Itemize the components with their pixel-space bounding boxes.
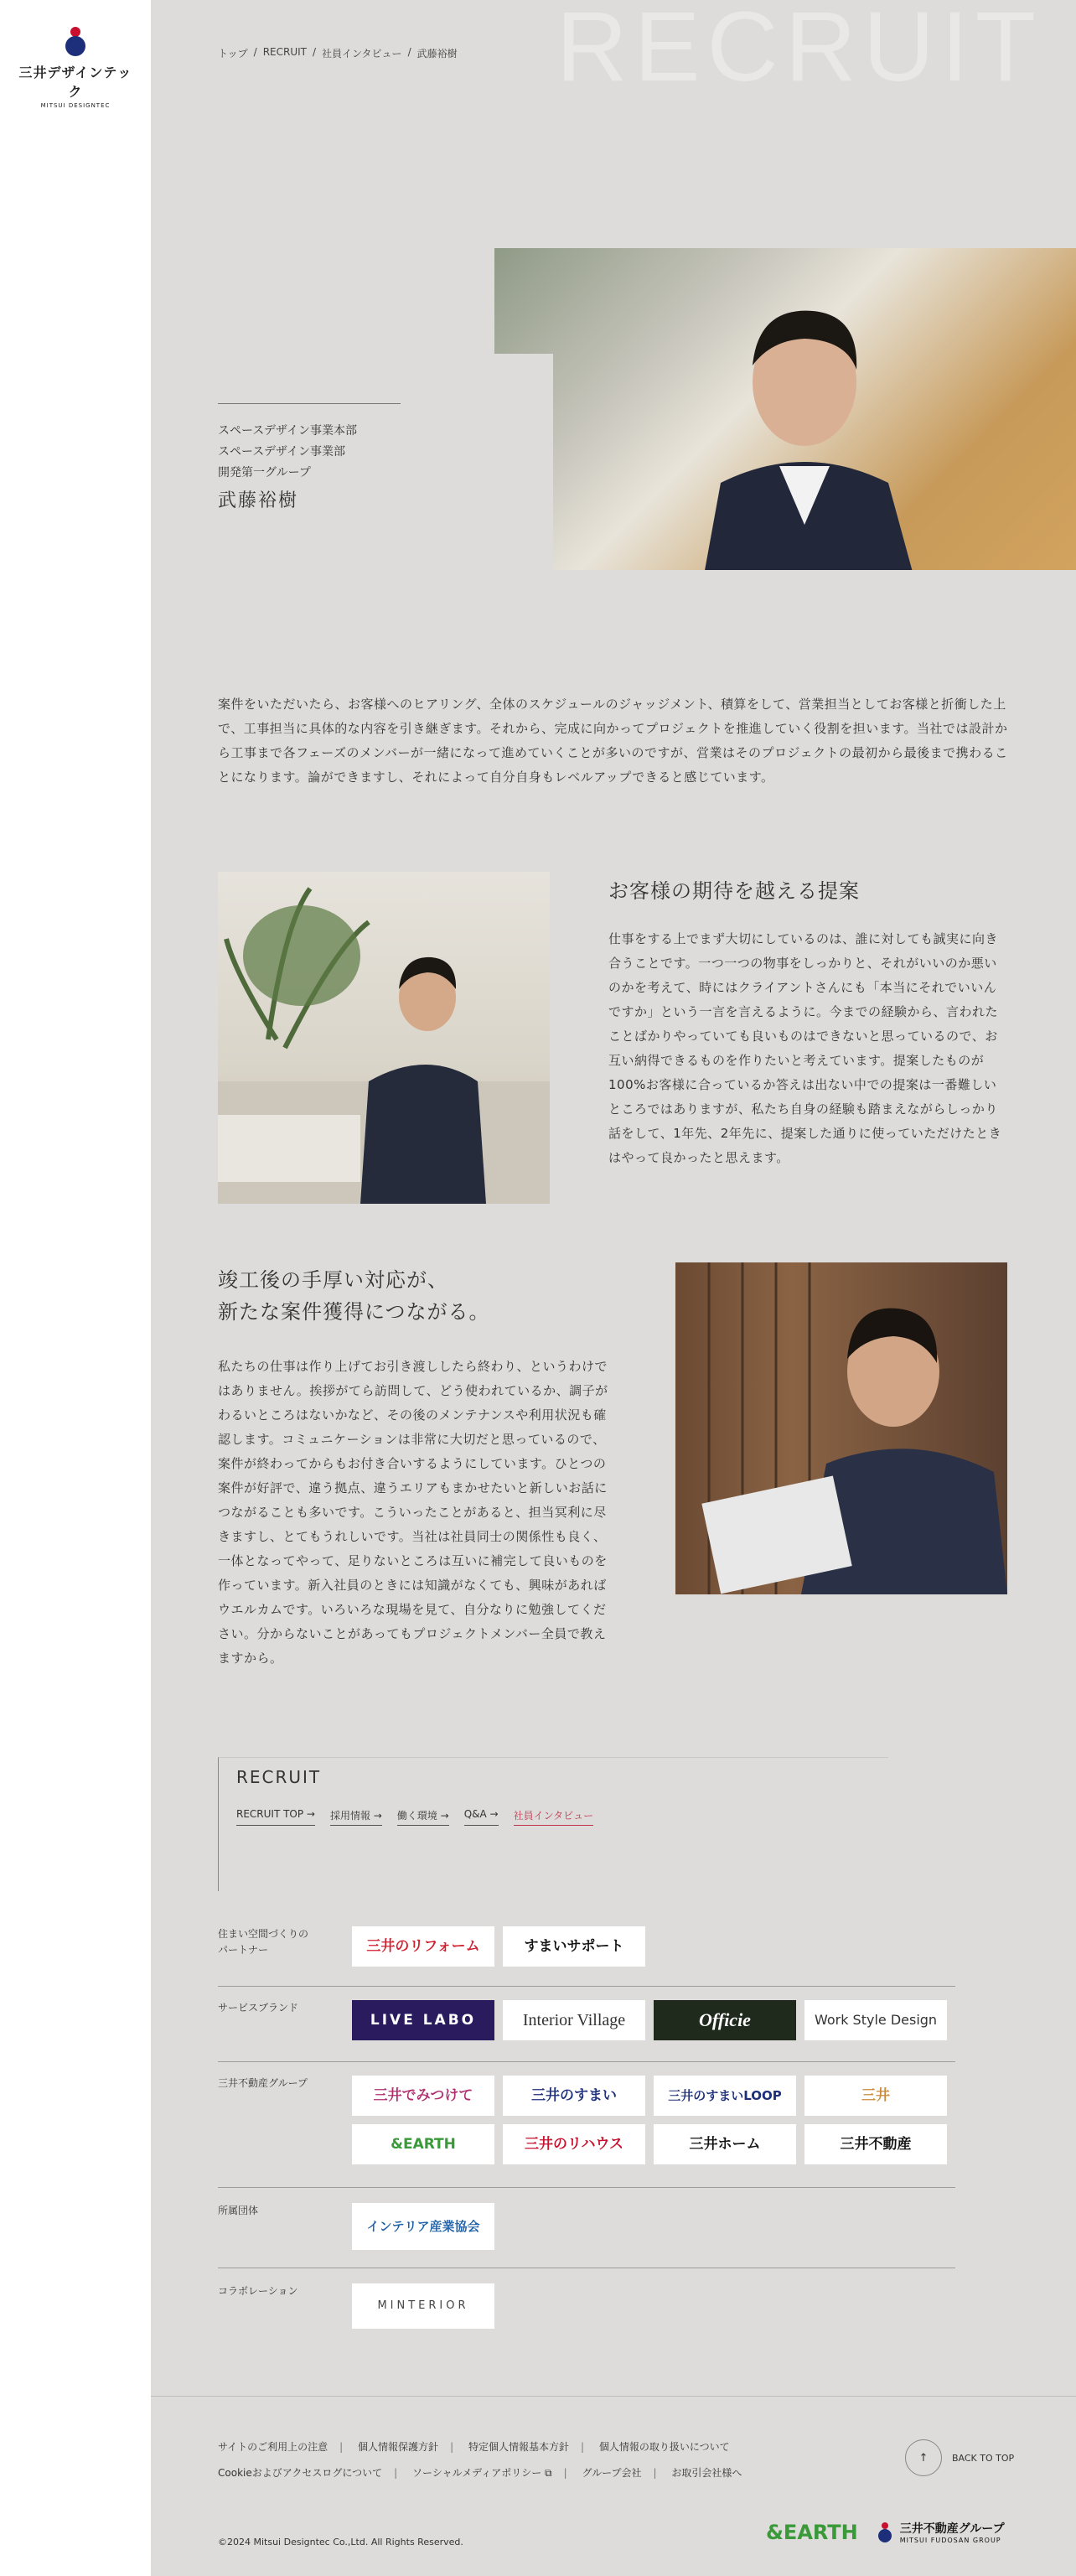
profile-name: 武藤裕樹 bbox=[218, 490, 299, 511]
brand-logos-service bbox=[352, 2000, 955, 2040]
profile-dept1: スペースデザイン事業本部 bbox=[218, 424, 358, 438]
brand-row-collaboration bbox=[218, 2283, 955, 2334]
recruit-nav-box bbox=[218, 1757, 888, 1891]
profile bbox=[218, 421, 357, 511]
recruit-nav bbox=[236, 1808, 593, 1826]
footer-link-partners[interactable]: お取引会社様へ bbox=[671, 2467, 742, 2479]
logo-mark-icon bbox=[59, 23, 92, 60]
recruit-nav-environment[interactable]: 働く環境 → bbox=[397, 1808, 449, 1826]
section2-title-line1: 竣工後の手厚い対応が、 bbox=[218, 1268, 448, 1292]
brand-label-service: サービスブランド bbox=[218, 2002, 299, 2014]
footer-link-privacy[interactable]: 個人情報保護方針 bbox=[358, 2441, 439, 2453]
profile-dept3: 開発第一グループ bbox=[218, 466, 311, 479]
footer-logo-and-earth[interactable]: &EARTH bbox=[766, 2520, 858, 2544]
brand-logo-work-style-design[interactable]: Work Style Design bbox=[804, 2000, 947, 2040]
copyright: ©2024 Mitsui Designtec Co.,Ltd. All Rights Reserved. bbox=[218, 2537, 463, 2547]
footer-logo-mitsui-group[interactable] bbox=[875, 2520, 1005, 2544]
footer-link-social[interactable]: ソーシャルメディアポリシー ⧉ bbox=[412, 2467, 552, 2479]
brand-logos-collaboration bbox=[352, 2283, 955, 2329]
breadcrumb-interview[interactable]: 社員インタビュー bbox=[322, 48, 402, 60]
recruit-nav-top[interactable]: RECRUIT TOP → bbox=[236, 1808, 315, 1826]
brand-logo-rehouse[interactable]: 三井のリハウス bbox=[503, 2124, 645, 2164]
breadcrumb-recruit[interactable]: RECRUIT bbox=[262, 46, 307, 58]
footer-link-personal-info[interactable]: 個人情報の取り扱いについて bbox=[598, 2441, 730, 2453]
recruit-nav-interview[interactable]: 社員インタビュー bbox=[514, 1808, 594, 1826]
brand-label-collaboration: コラボレーション bbox=[218, 2285, 298, 2297]
profile-divider bbox=[218, 403, 401, 404]
background-heading: RECRUIT bbox=[556, 0, 1042, 102]
recruit-nav-info[interactable]: 採用情報 → bbox=[330, 1808, 382, 1826]
hero-person-figure bbox=[679, 273, 930, 570]
section2-title bbox=[218, 1264, 490, 1328]
back-to-top-label: BACK TO TOP bbox=[952, 2452, 1015, 2464]
footer-link-group[interactable]: グループ会社 bbox=[582, 2467, 642, 2479]
brand-logo-mitsui[interactable]: 三井 bbox=[804, 2076, 947, 2116]
back-to-top-button[interactable] bbox=[905, 2439, 1014, 2476]
brand-row-partner bbox=[218, 1926, 955, 1987]
footer-links-row1: サイトのご利用上の注意 | 個人情報保護方針 | 特定個人情報基本方針 | 個人情報の取り扱いについて bbox=[218, 2441, 730, 2453]
brand-logo-mitsui-home[interactable]: 三井ホーム bbox=[654, 2124, 796, 2164]
brand-logo-minterior[interactable]: MINTERIOR bbox=[352, 2283, 494, 2329]
site-logo[interactable] bbox=[18, 23, 132, 109]
footer-links bbox=[218, 2434, 804, 2486]
brand-logo-live-labo[interactable]: LIVE LABO bbox=[352, 2000, 494, 2040]
brand-label-association: 所属団体 bbox=[218, 2205, 259, 2216]
brand-row-association bbox=[218, 2203, 955, 2268]
logo-subtext: MITSUI DESIGNTEC bbox=[40, 102, 111, 109]
section1-text: 仕事をする上でまず大切にしているのは、誰に対しても誠実に向き合うことです。一つ一つの物事をしっかりと、それがいいのか悪いのかを考えて、時にはクライアントさんにも「本当にそれでいいんですか」という一言を言えるように。今までの経験から、言われたことばかりやっていても良いものはできないと思っているので、お互い納得できるものを作りたいと考えています。提案したものが100%お客様に合っているか答えは出ない中での提案は一番難しいところではありますが、私たち自身の経験も踏まえながらしっかり話をして、1年先、2年先に、提案した通りに使っていただけたときはやって良かったと思えます。 bbox=[608, 931, 1002, 1165]
brand-label-partner: 住まい空間づくりの パートナー bbox=[218, 1928, 309, 1956]
arrow-up-icon: ↑ bbox=[905, 2439, 942, 2476]
brand-logo-sumai-loop[interactable]: 三井のすまいLOOP bbox=[654, 2076, 796, 2116]
interview-photo-2 bbox=[675, 1262, 1007, 1594]
footer-logo-mitsui-group-sub: MITSUI FUDOSAN GROUP bbox=[899, 2537, 1001, 2544]
brand-logo-officie[interactable]: Officie bbox=[654, 2000, 796, 2040]
recruit-nav-qa[interactable]: Q&A → bbox=[464, 1808, 499, 1826]
section2-text: 私たちの仕事は作り上げてお引き渡ししたら終わり、というわけではありません。挨拶がてら訪問して、どう使われているか、調子がわるいところはないかなど、その後のメンテナンスや利用状況も確認します。コミュニケーションは非常に大切だと思っているので、案件が終わってからもお付き合いするようにしています。ひとつの案件が好評で、違う拠点、違うエリアもまかせたいと新しいお話につながることも多いです。こういったことがあると、担当冥利に尽きますし、とてもうれしいです。当社は社員同士の関係性も良く、一体となってやって、足りないところは互いに補完して良いものを作っています。新入社員のときには知識がなくても、興味があればウエルカムです。いろいろな現場を見て、自分なりに勉強してください。分からないことがあってもプロジェクトメンバー全員で教えますから。 bbox=[218, 1359, 608, 1666]
brand-logo-mitsui-de-mitsukete[interactable]: 三井でみつけて bbox=[352, 2076, 494, 2116]
footer-divider bbox=[151, 2396, 1076, 2397]
breadcrumb: トップ / RECRUIT / 社員インタビュー / 武藤裕樹 bbox=[218, 46, 458, 60]
brand-row-service bbox=[218, 2000, 955, 2062]
brand-label-group: 三井不動産グループ bbox=[218, 2077, 308, 2089]
brand-logo-reform[interactable]: 三井のリフォーム bbox=[352, 1926, 494, 1967]
logo-text: 三井デザインテック bbox=[18, 65, 132, 100]
interview-photo-1 bbox=[218, 872, 550, 1204]
brand-logo-interior-village[interactable]: Interior Village bbox=[503, 2000, 645, 2040]
hero-photo bbox=[494, 248, 1076, 570]
brand-logo-sumai-support[interactable]: すまいサポート bbox=[503, 1926, 645, 1967]
footer-link-cookie[interactable]: Cookieおよびアクセスログについて bbox=[218, 2467, 383, 2479]
profile-dept2: スペースデザイン事業部 bbox=[218, 445, 346, 459]
brand-logo-interior-association[interactable]: インテリア産業協会 bbox=[352, 2203, 494, 2250]
recruit-title: RECRUIT bbox=[236, 1767, 322, 1787]
footer-logos bbox=[766, 2520, 1005, 2544]
main-content bbox=[151, 0, 1076, 2576]
brand-logos-group bbox=[352, 2076, 955, 2164]
brand-logos-association bbox=[352, 2203, 955, 2250]
footer-link-specific-privacy[interactable]: 特定個人情報基本方針 bbox=[468, 2441, 569, 2453]
brand-logo-mitsui-fudosan[interactable]: 三井不動産 bbox=[804, 2124, 947, 2164]
brand-logo-and-earth[interactable]: &EARTH bbox=[352, 2124, 494, 2164]
brand-logos-partner bbox=[352, 1926, 955, 1967]
section2-title-line2: 新たな案件獲得につながる。 bbox=[218, 1300, 490, 1324]
hero-notch bbox=[494, 354, 553, 570]
footer-links-row2: Cookieおよびアクセスログについて | ソーシャルメディアポリシー ⧉ | グループ会社 | お取引会社様へ bbox=[218, 2467, 742, 2479]
mitsui-group-mark-icon bbox=[875, 2521, 895, 2544]
footer-logo-mitsui-group-text: 三井不動産グループ bbox=[899, 2522, 1005, 2536]
brand-logo-mitsui-no-sumai[interactable]: 三井のすまい bbox=[503, 2076, 645, 2116]
footer-link-terms[interactable]: サイトのご利用上の注意 bbox=[218, 2441, 328, 2453]
breadcrumb-current: 武藤裕樹 bbox=[416, 48, 458, 60]
sidebar bbox=[0, 0, 151, 2576]
breadcrumb-top[interactable]: トップ bbox=[218, 48, 248, 60]
section1-title: お客様の期待を越える提案 bbox=[608, 879, 860, 903]
brand-row-group bbox=[218, 2076, 955, 2188]
intro-text: 案件をいただいたら、お客様へのヒアリング、全体のスケジュールのジャッジメント、積算をして、営業担当としてお客様と折衝した上で、工事担当に具体的な内容を引き継ぎます。それから、完成に向かってプロジェクトを推進していく役割を担います。当社では設計から工事まで各フェーズのメンバーが一緒になって進めていくことが多いのですが、営業はそのプロジェクトの最初から最後まで携わることになります。論ができますし、それによって自分自身もレベルアップできると感じています。 bbox=[218, 697, 1008, 785]
